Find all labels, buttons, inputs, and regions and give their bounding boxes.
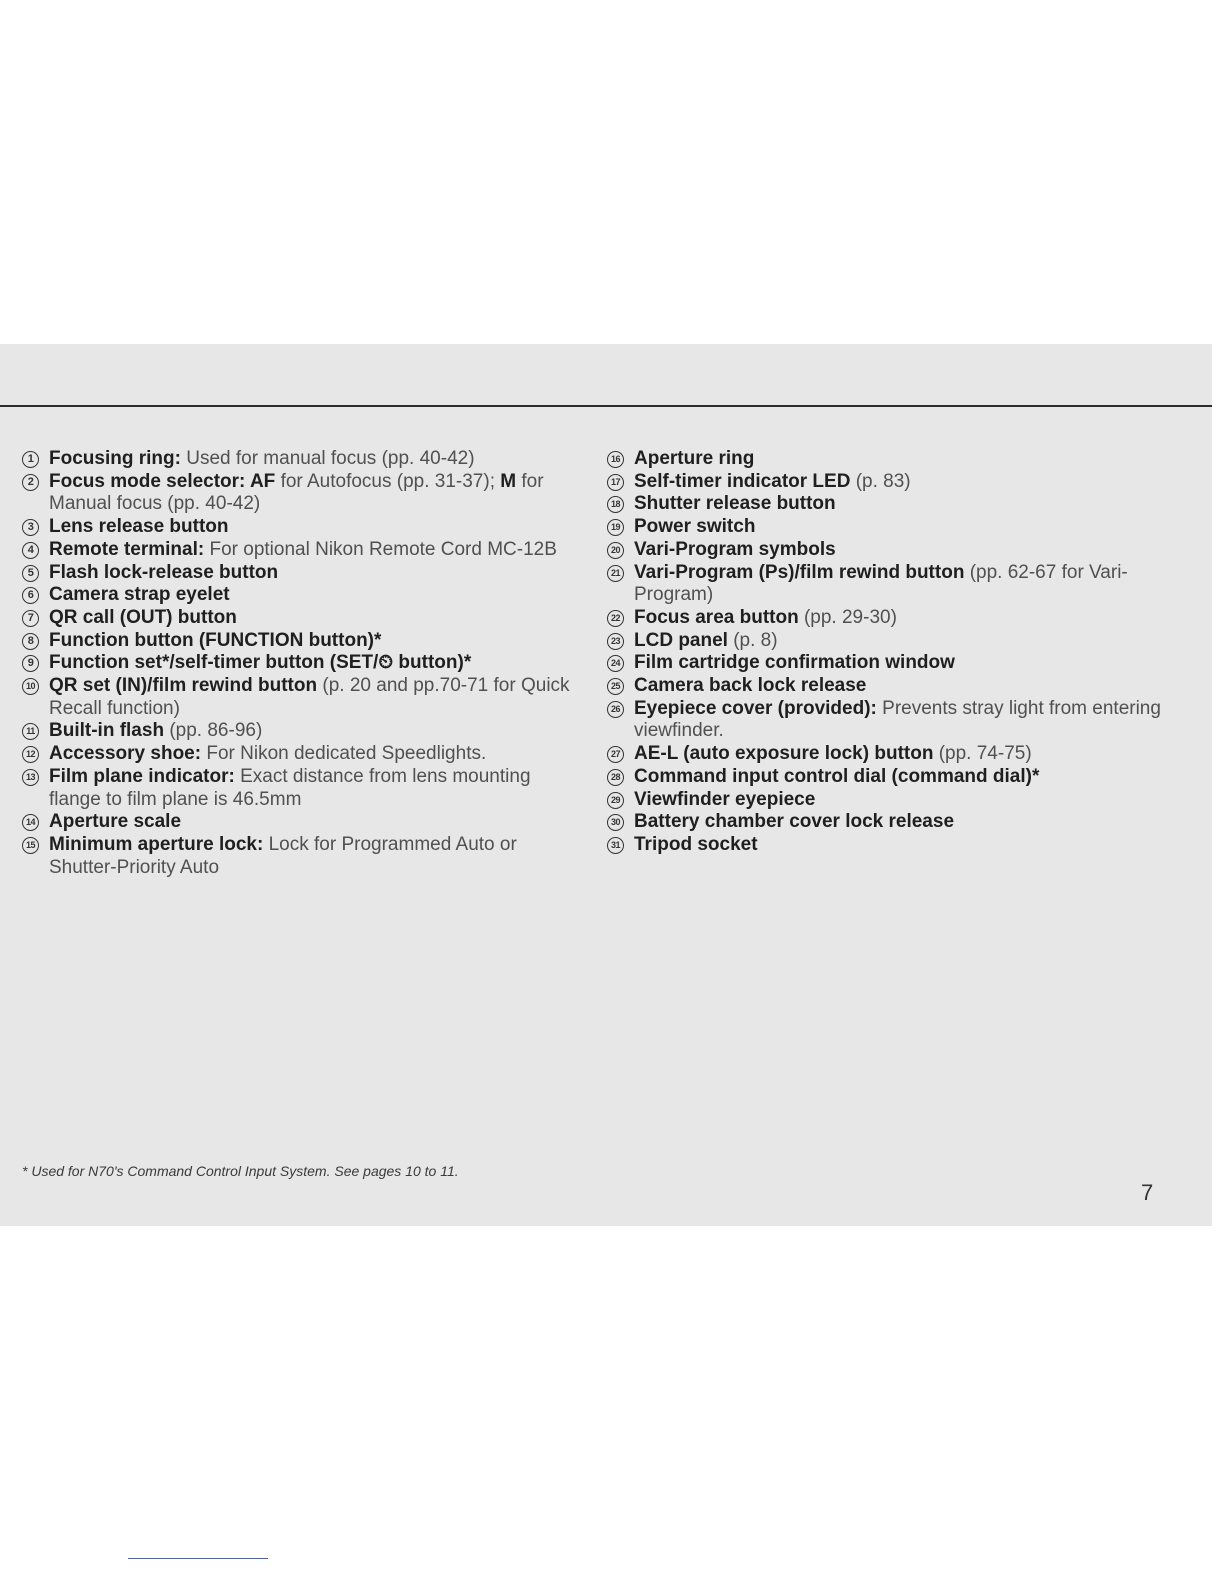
item-desc: (pp. 86-96)	[169, 720, 263, 742]
list-item	[607, 698, 1167, 743]
list-item	[607, 811, 1167, 834]
item-term: Focus area button	[634, 606, 799, 628]
page-number: 7	[1141, 1180, 1154, 1205]
item-term: Eyepiece cover (provided):	[634, 697, 877, 719]
list-item	[22, 675, 582, 720]
item-term: Battery chamber cover lock release	[634, 811, 955, 833]
parts-list-right	[607, 448, 1167, 857]
item-term: Tripod socket	[634, 833, 758, 855]
item-term: Power switch	[634, 516, 756, 538]
item-number: 20	[607, 542, 624, 559]
item-number: 13	[22, 769, 39, 786]
item-number: 4	[22, 542, 39, 559]
item-number: 29	[607, 792, 624, 809]
item-term: Camera strap eyelet	[49, 584, 230, 606]
item-number: 7	[22, 610, 39, 627]
item-term: Aperture scale	[49, 811, 182, 833]
item-term: Function set*/self-timer button (SET/⏲ button)*	[49, 652, 472, 674]
item-term: Camera back lock release	[634, 675, 867, 697]
item-number: 9	[22, 655, 39, 672]
link-underline	[128, 1558, 268, 1559]
item-desc: (p. 83)	[855, 470, 911, 492]
item-term: Accessory shoe:	[49, 743, 202, 765]
list-item	[607, 652, 1167, 675]
list-item	[607, 448, 1167, 471]
item-number: 16	[607, 451, 624, 468]
item-term: QR call (OUT) button	[49, 606, 237, 628]
item-number: 5	[22, 565, 39, 582]
item-term: Focusing ring:	[49, 448, 181, 469]
list-item	[607, 516, 1167, 539]
item-number: 26	[607, 701, 624, 718]
list-item	[607, 789, 1167, 812]
top-rule	[0, 405, 1212, 407]
list-item	[22, 448, 582, 471]
item-desc: Used for manual focus (pp. 40-42)	[186, 448, 475, 469]
item-term: Flash lock-release button	[49, 561, 279, 583]
item-number: 27	[607, 746, 624, 763]
list-item	[22, 630, 582, 653]
item-number: 1	[22, 451, 39, 468]
item-term: Vari-Program symbols	[634, 538, 836, 560]
item-number: 14	[22, 814, 39, 831]
item-desc: For Nikon dedicated Speedlights.	[206, 743, 487, 765]
item-desc: Lock for Programmed Auto or Shutter-Priority Auto	[49, 833, 517, 878]
list-item	[607, 630, 1167, 653]
item-term-2: M	[500, 470, 517, 492]
list-item	[607, 562, 1167, 607]
item-term: Command input control dial (command dial)*	[634, 765, 1040, 787]
item-number: 17	[607, 474, 624, 491]
list-item	[22, 471, 582, 516]
list-item	[607, 607, 1167, 630]
item-term: QR set (IN)/film rewind button	[49, 675, 318, 697]
item-term: Aperture ring	[634, 448, 755, 469]
item-desc-2: for Manual focus (pp. 40-42)	[49, 470, 544, 515]
footnote: * Used for N70's Command Control Input System. See pages 10 to 11.	[22, 1163, 459, 1179]
item-number: 30	[607, 814, 624, 831]
item-desc: Exact distance from lens mounting flange to film plane is 46.5mm	[49, 765, 531, 810]
item-number: 12	[22, 746, 39, 763]
item-number: 31	[607, 837, 624, 854]
item-desc: Prevents stray light from entering viewfinder.	[634, 697, 1161, 742]
list-item	[607, 743, 1167, 766]
list-item	[22, 834, 582, 879]
list-item	[607, 675, 1167, 698]
item-term: Shutter release button	[634, 493, 836, 515]
item-number: 11	[22, 723, 39, 740]
list-item	[607, 539, 1167, 562]
item-term: Self-timer indicator LED	[634, 470, 851, 492]
list-item	[22, 652, 582, 675]
list-item	[22, 516, 582, 539]
item-number: 3	[22, 519, 39, 536]
item-term: Film cartridge confirmation window	[634, 652, 955, 674]
item-number: 10	[22, 678, 39, 695]
item-term: Film plane indicator:	[49, 765, 235, 787]
item-desc: for Autofocus (pp. 31-37);	[280, 470, 495, 492]
item-term: LCD panel	[634, 629, 728, 651]
list-item	[22, 584, 582, 607]
item-term: Lens release button	[49, 516, 229, 538]
item-desc: (pp. 29-30)	[803, 606, 897, 628]
item-desc: (pp. 62-67 for Vari-Program)	[634, 561, 1128, 606]
item-term: Built-in flash	[49, 720, 165, 742]
list-item	[22, 766, 582, 811]
item-term: Remote terminal:	[49, 538, 205, 560]
list-item	[607, 834, 1167, 857]
list-item	[607, 471, 1167, 494]
list-item	[22, 811, 582, 834]
item-number: 19	[607, 519, 624, 536]
item-number: 25	[607, 678, 624, 695]
item-number: 18	[607, 496, 624, 513]
item-term: Function button (FUNCTION button)*	[49, 629, 382, 651]
item-desc: (pp. 74-75)	[938, 743, 1032, 765]
item-number: 28	[607, 769, 624, 786]
item-term: AE-L (auto exposure lock) button	[634, 743, 934, 765]
item-number: 8	[22, 633, 39, 650]
item-number: 23	[607, 633, 624, 650]
item-term: Viewfinder eyepiece	[634, 788, 816, 810]
parts-list-left	[22, 448, 582, 879]
item-number: 2	[22, 474, 39, 491]
item-number: 22	[607, 610, 624, 627]
list-item	[22, 607, 582, 630]
list-item	[22, 743, 582, 766]
list-item	[22, 539, 582, 562]
list-item	[22, 562, 582, 585]
item-number: 21	[607, 565, 624, 582]
item-number: 15	[22, 837, 39, 854]
item-desc: (p. 20 and pp.70-71 for Quick Recall function)	[49, 675, 570, 719]
list-item	[607, 766, 1167, 789]
item-term: Focus mode selector: AF	[49, 470, 276, 492]
item-desc: (p. 8)	[733, 629, 778, 651]
list-item	[607, 493, 1167, 516]
item-number: 6	[22, 587, 39, 604]
list-item	[22, 720, 582, 743]
item-term: Vari-Program (Ps)/film rewind button	[634, 561, 965, 583]
item-number: 24	[607, 655, 624, 672]
item-term: Minimum aperture lock:	[49, 833, 264, 855]
item-desc: For optional Nikon Remote Cord MC-12B	[209, 538, 557, 560]
